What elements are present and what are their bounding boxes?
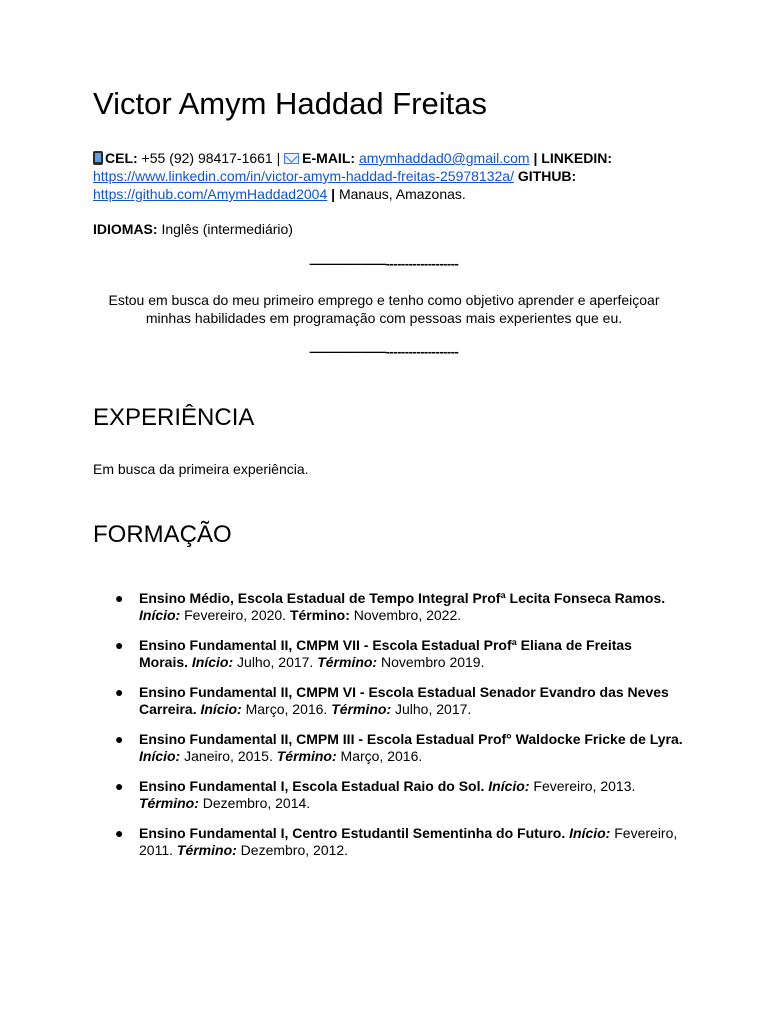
education-institution: Ensino Fundamental II, CMPM VI - Escola Estadual Senador Evandro das Neves Carreira. xyxy=(139,684,669,717)
list-item xyxy=(93,637,683,671)
start-label: Início: xyxy=(139,607,181,623)
start-date: Fevereiro, 2011. xyxy=(139,825,678,858)
candidate-name: Victor Amym Haddad Freitas xyxy=(93,86,487,121)
end-label: Término: xyxy=(331,701,392,717)
end-label: Término: xyxy=(276,748,337,764)
start-label: Início: xyxy=(139,748,181,764)
education-list xyxy=(93,590,683,872)
end-date: Julho, 2017. xyxy=(391,701,472,717)
contact-block xyxy=(93,149,683,203)
start-date: Março, 2016. xyxy=(241,701,332,717)
end-label: Término: xyxy=(139,795,199,811)
location-text: Manaus, Amazonas. xyxy=(335,186,466,202)
list-item xyxy=(93,825,683,859)
start-date: Fevereiro, 2013. xyxy=(529,778,636,794)
email-label: E-MAIL: xyxy=(302,150,356,166)
cel-label: CEL: xyxy=(105,150,138,166)
education-institution: Ensino Fundamental I, Escola Estadual Raio do Sol. xyxy=(139,778,485,794)
list-item xyxy=(93,778,683,812)
separator: | xyxy=(331,186,336,202)
start-label: Início: xyxy=(569,825,611,841)
objective-text: Estou em busca do meu primeiro emprego e tenho como objetivo aprender e aperfeiçoar minhas habilidades em programação com pessoas mais experientes que eu. xyxy=(108,292,660,326)
end-label: Término: xyxy=(289,607,350,623)
education-institution: Ensino Médio, Escola Estadual de Tempo Integral Profª Lecita Fonseca Ramos. xyxy=(139,590,666,606)
experience-heading: EXPERIÊNCIA xyxy=(93,404,255,431)
start-date: Julho, 2017. xyxy=(233,654,318,670)
education-institution: Ensino Fundamental II, CMPM III - Escola Estadual Prof° Waldocke Fricke de Lyra. xyxy=(139,731,683,747)
email-icon xyxy=(284,153,299,164)
end-label: Término: xyxy=(176,842,237,858)
start-label: Início: xyxy=(200,701,242,717)
phone-icon xyxy=(93,151,103,165)
divider-bottom: ——–—–——------------------- xyxy=(309,344,459,359)
list-item xyxy=(93,731,683,765)
education-institution: Ensino Fundamental I, Centro Estudantil Sementinha do Futuro. xyxy=(139,825,566,841)
start-date: Fevereiro, 2020. xyxy=(180,607,290,623)
end-date: Novembro, 2022. xyxy=(349,607,462,623)
end-date: Dezembro, 2014. xyxy=(198,795,311,811)
divider-top: ——–—–——------------------- xyxy=(309,256,459,271)
github-label: GITHUB: xyxy=(517,168,577,184)
languages-value: Inglês (intermediário) xyxy=(157,221,293,237)
languages-label: IDIOMAS: xyxy=(93,221,158,237)
list-item xyxy=(93,590,683,624)
start-date: Janeiro, 2015. xyxy=(180,748,277,764)
bullet-icon: ● xyxy=(115,731,124,747)
end-date: Dezembro, 2012. xyxy=(236,842,349,858)
separator: | xyxy=(533,150,538,166)
bullet-icon: ● xyxy=(115,637,124,653)
end-label: Término: xyxy=(317,654,378,670)
github-link[interactable]: https://github.com/AmymHaddad2004 xyxy=(93,186,328,202)
cel-value: +55 (92) 98417-1661 xyxy=(137,150,277,166)
separator: | xyxy=(276,150,281,166)
start-label: Início: xyxy=(191,654,234,670)
linkedin-label: LINKEDIN: xyxy=(541,150,613,166)
bullet-icon: ● xyxy=(115,684,124,700)
end-date: Novembro 2019. xyxy=(377,654,485,670)
education-institution: Ensino Fundamental II, CMPM VII - Escola Estadual Profª Eliana de Freitas Morais. xyxy=(139,637,632,670)
linkedin-link[interactable]: https://www.linkedin.com/in/victor-amym-haddad-freitas-25978132a/ xyxy=(93,168,514,184)
languages-line xyxy=(93,220,293,238)
experience-text: Em busca da primeira experiência. xyxy=(93,461,309,477)
bullet-icon: ● xyxy=(115,778,124,794)
education-heading: FORMAÇÃO xyxy=(93,521,232,548)
bullet-icon: ● xyxy=(115,825,124,841)
bullet-icon: ● xyxy=(115,590,124,606)
list-item xyxy=(93,684,683,718)
email-link[interactable]: amymhaddad0@gmail.com xyxy=(358,150,530,166)
start-label: Início: xyxy=(488,778,530,794)
end-date: Março, 2016. xyxy=(336,748,423,764)
